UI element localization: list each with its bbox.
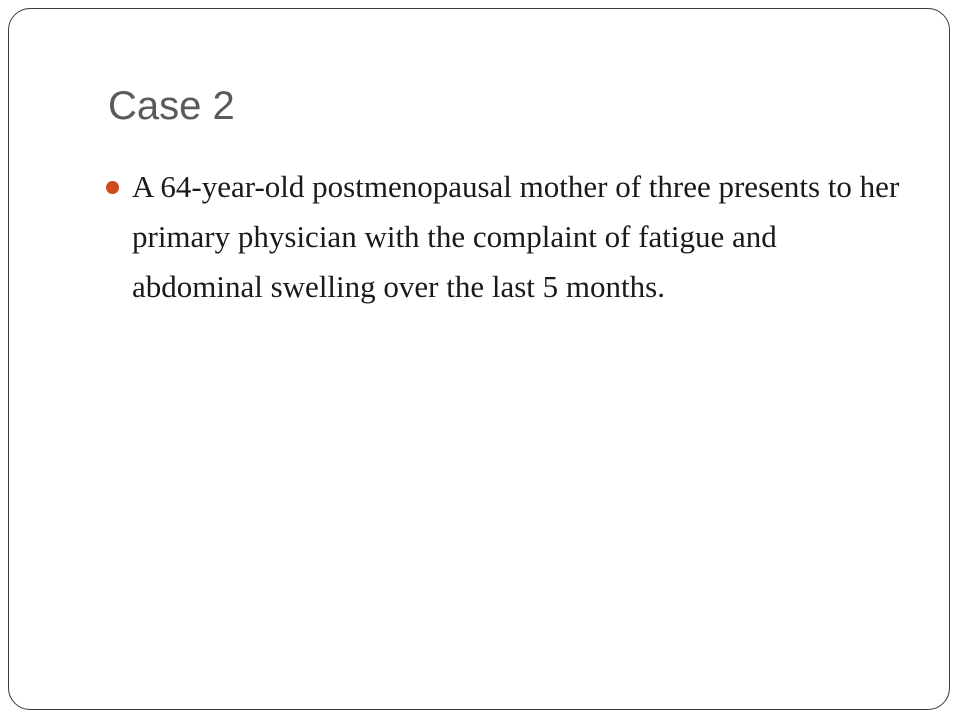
bullet-text: A 64-year-old postmenopausal mother of three presents to her primary physician with the complaint of fatigue and abdominal swelling over the last 5 months. <box>132 169 900 304</box>
bullet-dot-icon <box>106 181 119 194</box>
bullet-item <box>106 162 906 312</box>
bullet-list <box>106 162 906 312</box>
slide-title: Case 2 <box>108 84 235 128</box>
